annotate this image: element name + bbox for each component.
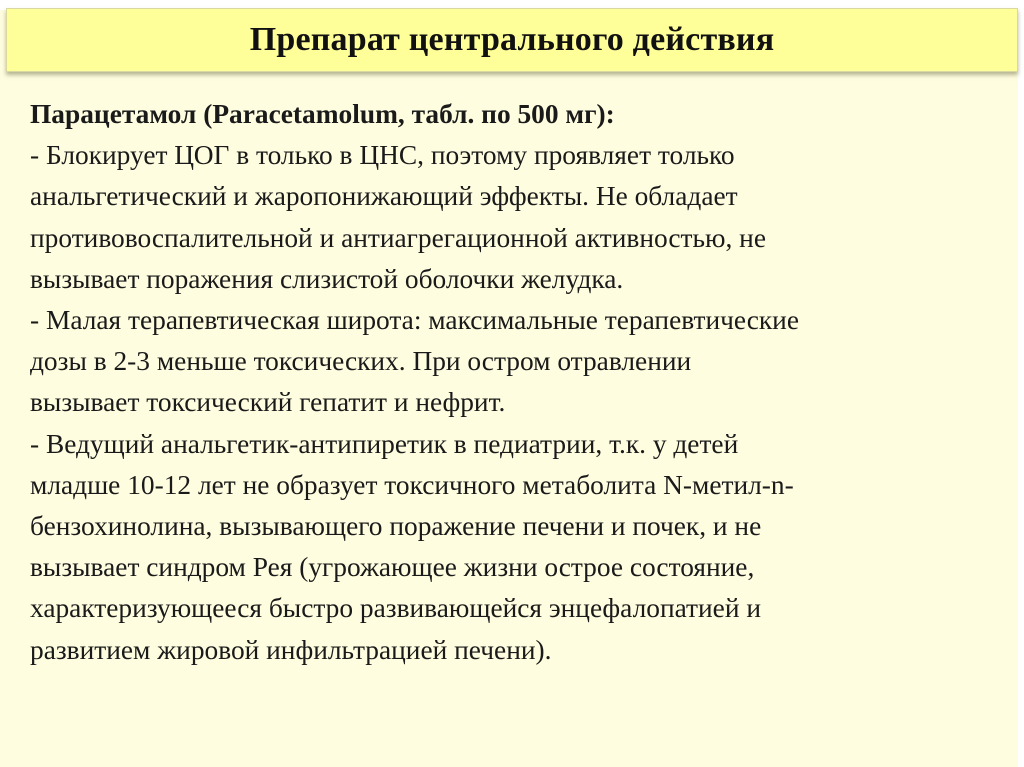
title-bar bbox=[6, 8, 1018, 72]
text-line-9: младше 10-12 лет не образует токсичного метаболита N-метил-n- bbox=[30, 469, 794, 500]
text-line-12: характеризующееся быстро развивающейся энцефалопатией и bbox=[30, 593, 762, 624]
slide-edge bbox=[1018, 10, 1024, 767]
text-line-6: дозы в 2-3 меньше токсических. При остром отравлении bbox=[30, 346, 692, 377]
text-line-3: противовоспалительной и антиагрегационной активностью, не bbox=[30, 222, 766, 253]
text-line-1: - Блокирует ЦОГ в только в ЦНС, поэтому проявляет только bbox=[30, 140, 735, 171]
text-line-5: - Малая терапевтическая широта: максимальные терапевтические bbox=[30, 305, 799, 336]
slide-content bbox=[30, 94, 1005, 671]
text-line-2: анальгетический и жаропонижающий эффекты. Не обладает bbox=[30, 181, 738, 212]
text-line-7: вызывает токсический гепатит и нефрит. bbox=[30, 387, 506, 418]
text-line-4: вызывает поражения слизистой оболочки желудка. bbox=[30, 263, 624, 294]
drug-heading: Парацетамол (Paracetamolum, табл. по 500 мг): bbox=[30, 99, 615, 129]
slide-title: Препарат центрального действия bbox=[249, 21, 775, 58]
text-line-8: - Ведущий анальгетик-антипиретик в педиатрии, т.к. у детей bbox=[30, 428, 739, 459]
text-line-11: вызывает синдром Рея (угрожающее жизни острое состояние, bbox=[30, 552, 755, 583]
text-line-13: развитием жировой инфильтрацией печени). bbox=[30, 634, 552, 665]
text-line-10: бензохинолина, вызывающего поражение печени и почек, и не bbox=[30, 511, 762, 542]
